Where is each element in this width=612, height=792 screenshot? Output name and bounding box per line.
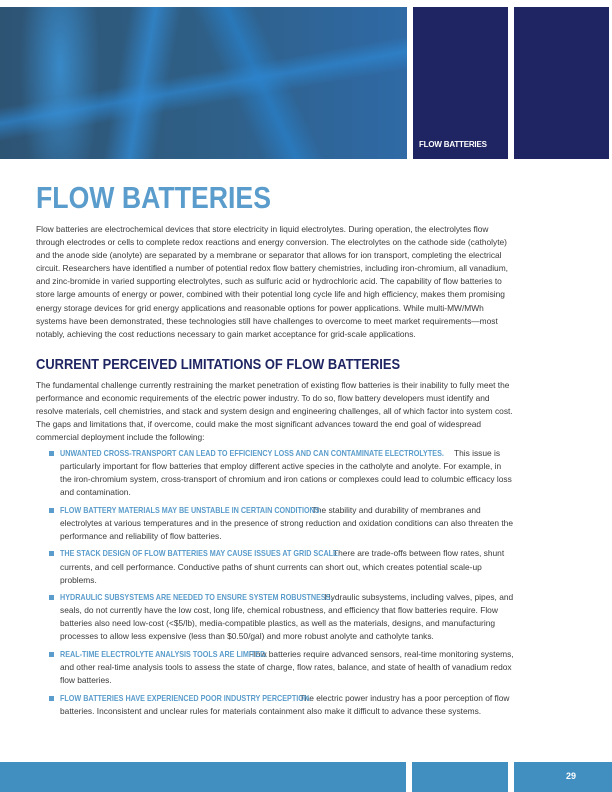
footer-block [412,762,508,792]
bullet-text: The electric power industry has a poor perception of flow batteries. Inconsistent and unclear rules for materials containment also make it difficult to advance these systems. [60,692,510,716]
bullet-square-icon [49,451,54,456]
list-item [49,591,515,643]
header-block [514,7,609,159]
bullet-lead: HYDRAULIC SUBSYSTEMS ARE NEEDED TO ENSURE SYSTEM ROBUSTNESS. [60,592,333,603]
list-item [49,447,515,499]
section-tag: FLOW BATTERIES [419,140,487,149]
bullet-square-icon [49,696,54,701]
bullet-text: There are trade-offs between flow rates, shunt currents, and cell performance. Conductive paths of shunt currents can short out, which creates potential scale-up problems. [60,548,505,585]
footer-bar [0,762,406,792]
bullet-text: The stability and durability of membranes and electrolytes at various temperatures and in the presence of strong reduction and oxidation conditions can also threaten the performance and reliability of flow batteries. [60,504,513,541]
list-item [49,648,515,687]
bullet-square-icon [49,508,54,513]
bullet-square-icon [49,595,54,600]
bullet-square-icon [49,551,54,556]
header-banner-image [0,7,407,159]
list-item [49,692,515,718]
bullet-text: Hydraulic subsystems, including valves, pipes, and seals, do not currently have the low cost, long life, chemical robustness, and efficiency that flow batteries require. Flow batteries also need low-cost (<$5/lb), media-compatible plastics, as well as the materials, designs, and manufacturing processes to allow less expensive (less than $0.50/gal) and more robust anolyte and catholyte tanks. [60,592,514,642]
section-heading: CURRENT PERCEIVED LIMITATIONS OF FLOW BATTERIES [36,356,401,373]
bullet-lead: REAL-TIME ELECTROLYTE ANALYSIS TOOLS ARE LIMITED. [60,648,268,659]
bullet-text: Flow batteries require advanced sensors, real-time monitoring systems, and other real-time analysis tools to assess the state of charge, flow rates, balance, and state of health of vanadium redox flow batteries. [60,648,514,686]
bullet-square-icon [49,652,54,657]
bullet-lead: THE STACK DESIGN OF FLOW BATTERIES MAY CAUSE ISSUES AT GRID SCALE. [60,548,340,559]
bullet-text: This issue is particularly important for flow batteries that employ different active species in the catholyte and anolyte. For example, in the iron-chromium system, cross-transport of chromium and iron cations or complexes could lead to columbic efficacy loss and contamination. [60,448,512,498]
bullet-lead: FLOW BATTERIES HAVE EXPERIENCED POOR INDUSTRY PERCEPTION. [60,692,312,703]
header-block-section [413,7,508,159]
limitations-list [49,447,515,722]
list-item [49,504,515,543]
bullet-lead: UNWANTED CROSS-TRANSPORT CAN LEAD TO EFFICIENCY LOSS AND CAN CONTAMINATE ELECTROLYTES. [60,448,444,458]
section-paragraph: The fundamental challenge currently restraining the market penetration of existing flow batteries is their inability to fully meet the performance and economic requirements of the electric power industry. To do so, flow battery developers must identify and resolve materials, cell chemistries, and stack and system design and engineering challenges, all of which factor into system cost. The gaps and limitations that, if overcome, could make the most significant advances toward the end goal of widespread commercial deployment include the following: [36,380,513,443]
page-title: FLOW BATTERIES [36,180,271,215]
intro-paragraph: Flow batteries are electrochemical devices that store electricity in liquid electrolytes. During operation, the electrolytes flow through electrodes or cells to complete redox reactions and energy conversion. The electrolytes on the cathode side (catholyte) and the anode side (anolyte) are separated by a membrane or separator that allows for ion transport, completing the electrical circuit. Researchers have identified a number of potential redox flow battery chemistries, including iron-chromium, all vanadium, and zinc-bromide in varied supporting electrolytes, such as sulfuric acid or hydrochloric acid. The capability of flow batteries to store large amounts of energy or power, combined with their potential long cycle life and high efficiency, makes them promising energy storage devices for grid energy applications and reasonable options for power applications. While multi-MW/MWh systems have been demonstrated, these technologies still have challenges to overcome to meet market requirements—most notably, achieving the cost reductions necessary to gain market acceptance for grid-scale applications. [36,224,509,339]
page-number: 29 [566,771,577,781]
bullet-lead: FLOW BATTERY MATERIALS MAY BE UNSTABLE IN CERTAIN CONDITIONS. [60,504,322,515]
footer-block-page [514,762,612,792]
list-item [49,547,515,586]
